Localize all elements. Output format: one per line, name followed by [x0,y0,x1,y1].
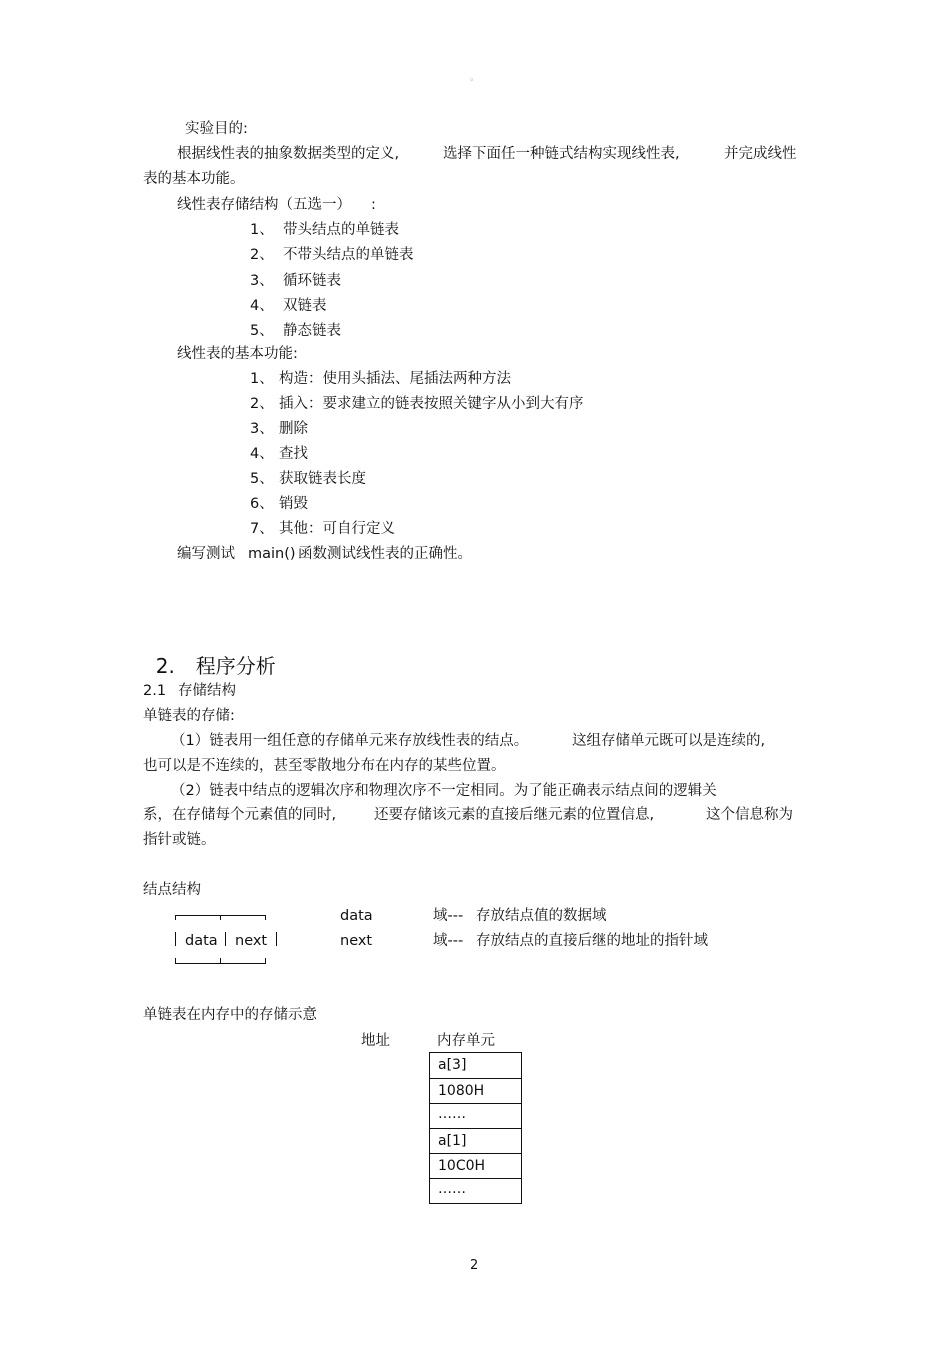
node-field-desc: 存放结点的直接后继的地址的指针域 [476,933,708,949]
memory-unit-label: 内存单元 [437,1033,495,1049]
struct-num: 5、 [250,323,274,339]
para1-b: 这组存储单元既可以是连续的, [572,733,766,749]
node-field-desc: 存放结点值的数据域 [476,908,607,924]
para1-a: （1）链表用一组任意的存储单元来存放线性表的结点。 [171,733,529,749]
func-item: 获取链表长度 [279,471,366,487]
struct-item: 带头结点的单链表 [283,222,399,238]
node-field-sep: 域--- [433,933,464,949]
node-field: data [340,908,373,924]
func-num: 4、 [250,446,274,462]
purpose-heading: 实验目的: [185,121,248,137]
para2-line2-c: 这个信息称为 [706,807,793,823]
para2-line2-b: 还要存储该元素的直接后继元素的位置信息, [374,807,655,823]
func-num: 2、 [250,396,274,412]
memory-heading: 单链表在内存中的存储示意 [143,1007,317,1023]
intro-line2: 表的基本功能。 [143,171,245,187]
struct-num: 2、 [250,247,274,263]
func-heading: 线性表的基本功能: [177,346,298,362]
header-mark: 。 [470,73,480,83]
func-item: 删除 [279,421,308,437]
section-title: 程序分析 [195,654,276,678]
func-item: 其他：可自行定义 [279,521,395,537]
struct-item: 不带头结点的单链表 [283,247,414,263]
intro-line1-b: 选择下面任一种链式结构实现线性表, [443,146,680,162]
func-item: 插入：要求建立的链表按照关键字从小到大有序 [279,396,584,412]
func-num: 3、 [250,421,274,437]
struct-num: 4、 [250,298,274,314]
func-num: 7、 [250,521,274,537]
func-num: 1、 [250,371,274,387]
para1-line2: 也可以是不连续的，甚至零散地分布在内存的某些位置。 [143,758,506,774]
node-heading: 结点结构 [143,882,201,898]
node-cell-data: data [185,933,218,949]
test-text-c: 函数测试线性表的正确性。 [298,546,472,562]
intro-line1-a: 根据线性表的抽象数据类型的定义, [177,146,400,162]
test-text-b: main() [248,546,296,562]
struct-num: 1、 [250,222,274,238]
storage-heading: 单链表的存储: [143,708,235,724]
para2-line2-a: 系，在存储每个元素值的同时, [143,807,337,823]
struct-colon: : [371,197,376,213]
page-number: 2 [470,1258,479,1273]
address-label: 地址 [361,1033,390,1049]
para2-line3: 指针或链。 [143,832,216,848]
struct-item: 双链表 [283,298,327,314]
subsection-title: 存储结构 [178,683,236,699]
func-num: 5、 [250,471,274,487]
memory-cell: …… [430,1103,521,1128]
node-field: next [340,933,373,949]
section-heading [143,627,276,679]
struct-heading: 线性表存储结构（五选一） [177,197,351,213]
node-cell-next: next [235,933,268,949]
func-item: 构造：使用头插法、尾插法两种方法 [279,371,511,387]
memory-table [429,1052,522,1204]
func-num: 6、 [250,496,274,512]
intro-line1-c: 并完成线性 [724,146,797,162]
node-field-sep: 域--- [433,908,464,924]
func-item: 销毁 [279,496,308,512]
struct-item: 静态链表 [283,323,341,339]
para2-line1: （2）链表中结点的逻辑次序和物理次序不一定相同。为了能正确表示结点间的逻辑关 [171,783,717,799]
memory-cell: a[1] [430,1128,521,1153]
memory-cell: 10C0H [430,1153,521,1178]
struct-item: 循环链表 [283,273,341,289]
section-number: 2. [155,654,175,678]
subsection-number: 2.1 [143,683,167,699]
memory-cell: …… [430,1178,521,1203]
test-text-a: 编写测试 [177,546,235,562]
memory-cell: a[3] [438,1057,467,1073]
struct-num: 3、 [250,273,274,289]
func-item: 查找 [279,446,308,462]
memory-cell: 1080H [430,1078,521,1103]
